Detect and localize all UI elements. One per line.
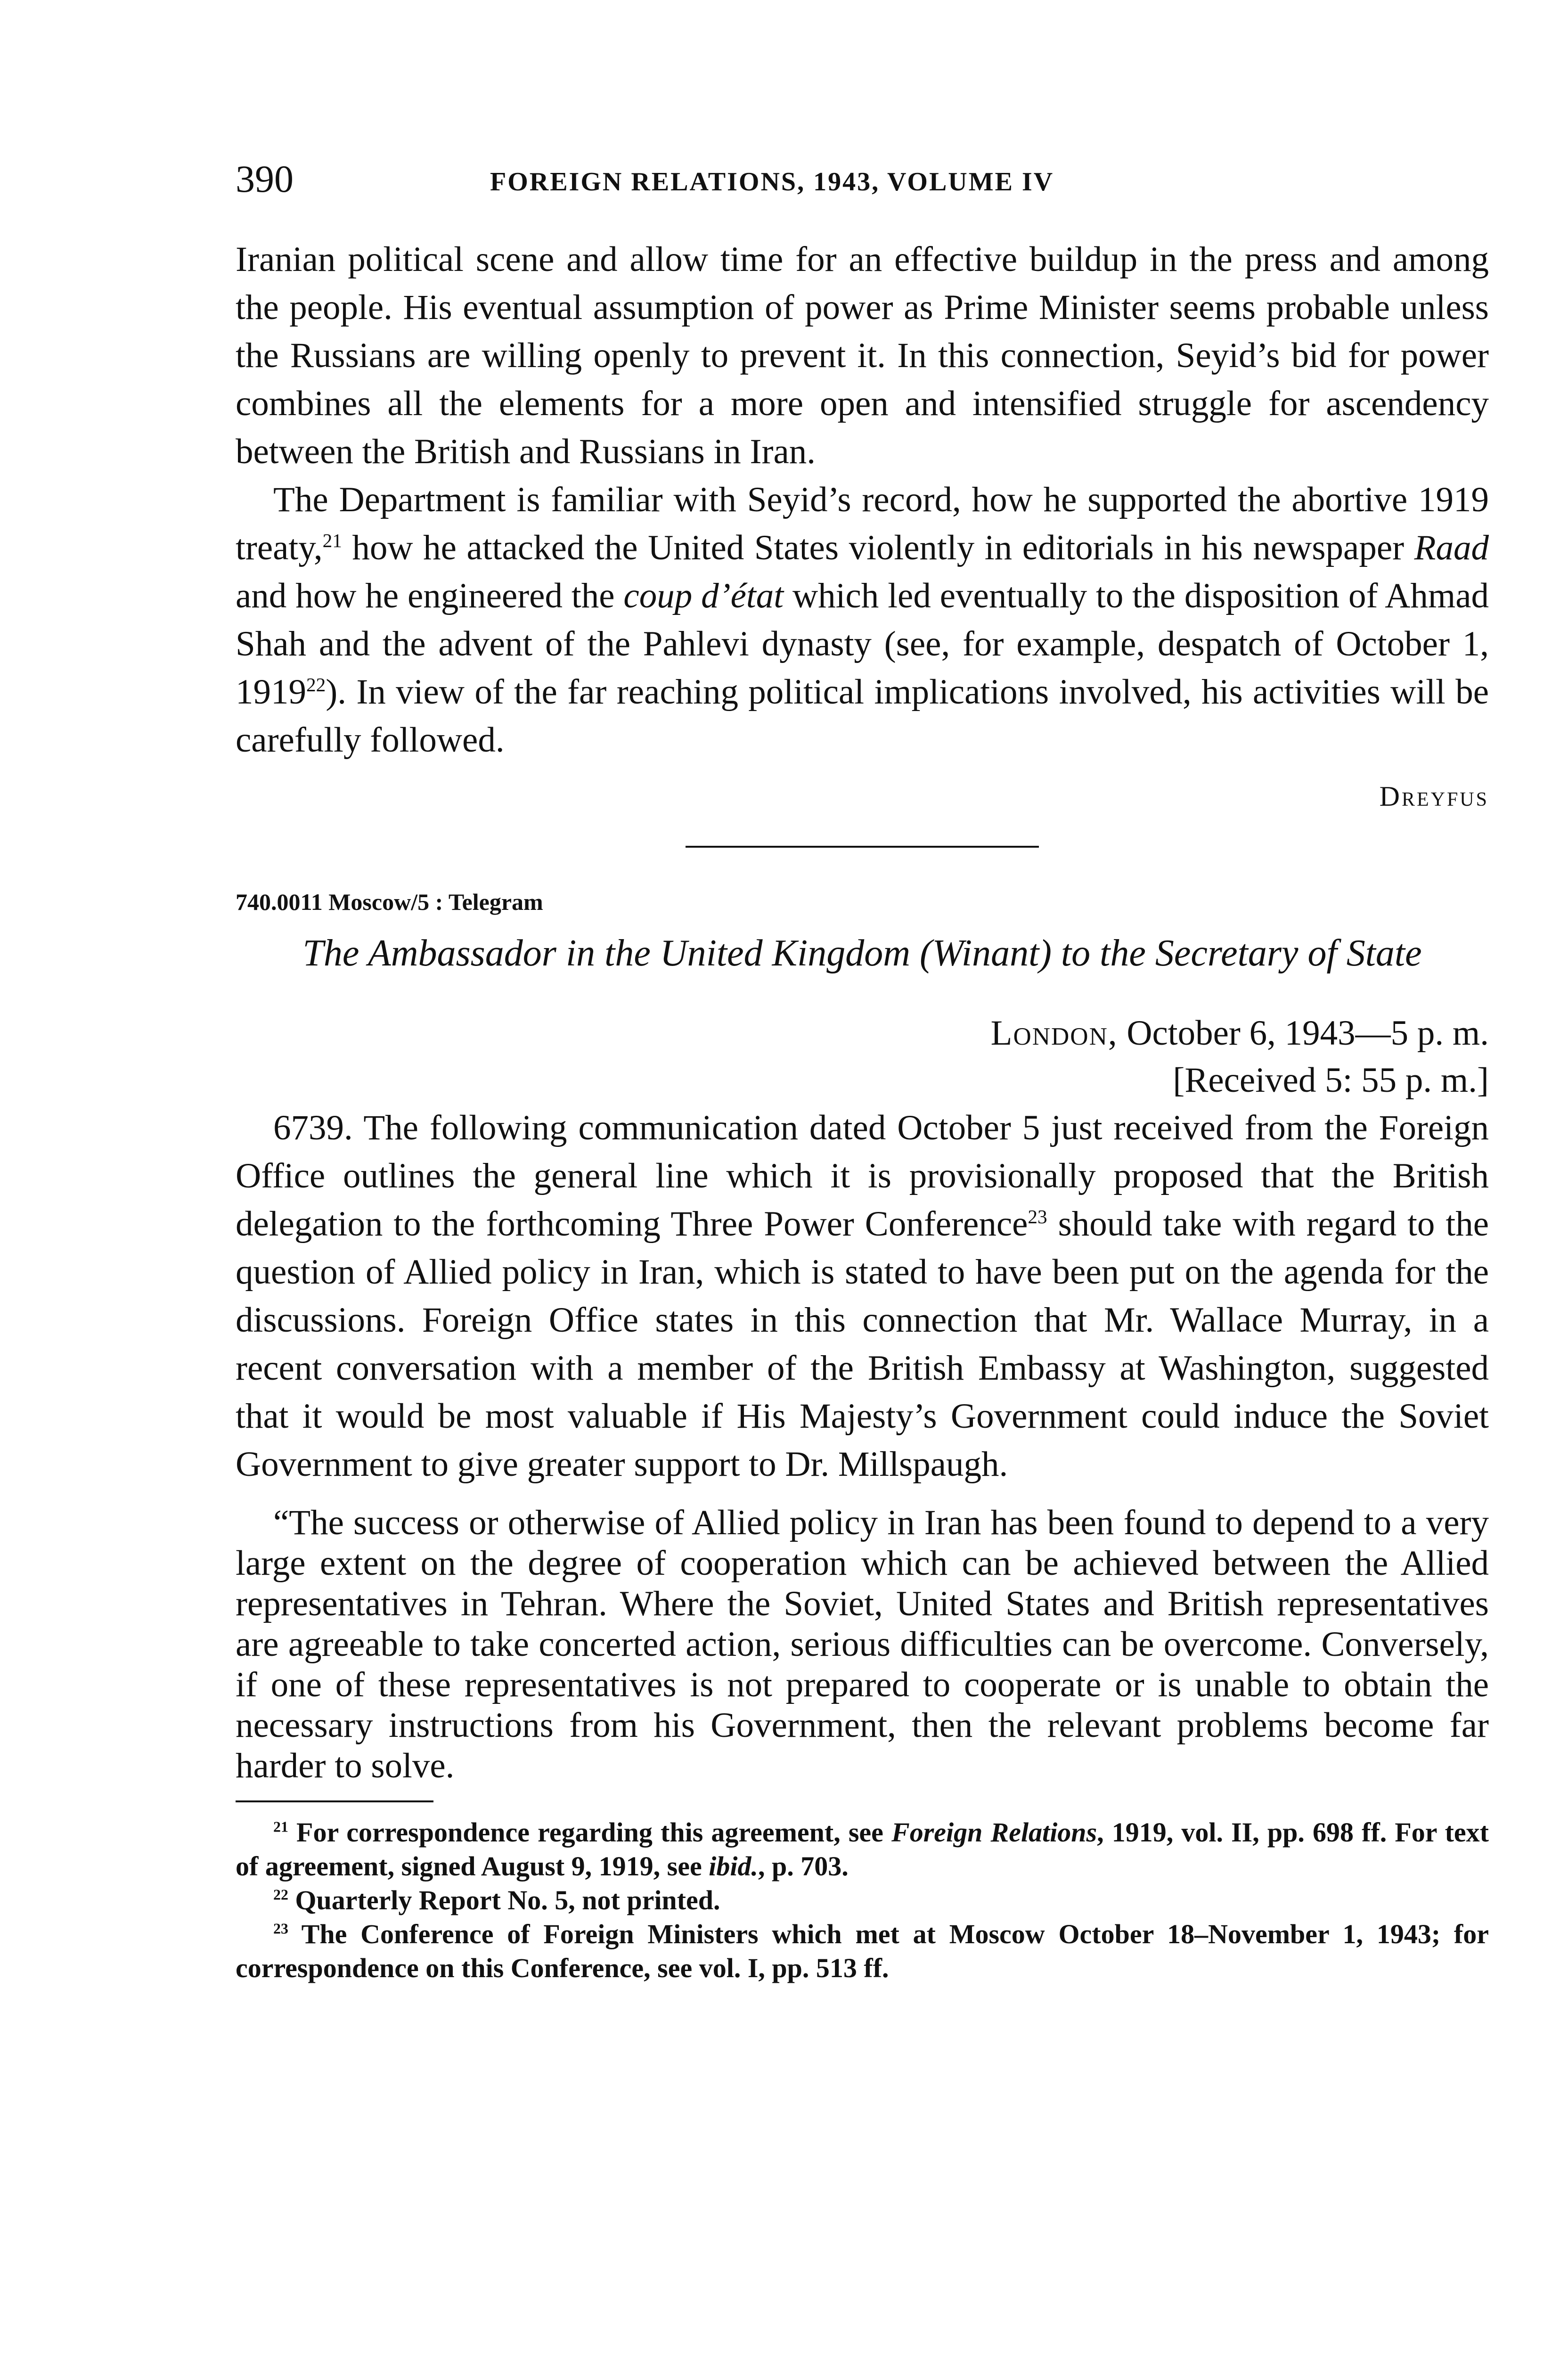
continued-paragraph-2 bbox=[236, 476, 1489, 764]
footnote-number: 23 bbox=[273, 1920, 288, 1937]
dateline-date: October 6, 1943—5 p. m. bbox=[1118, 1014, 1489, 1053]
newspaper-name: Raad bbox=[1414, 528, 1489, 567]
text-span: which led eventually to the disposition of Ahmad Shah and the advent of the Pahlevi dynasty (see, for example, despatch of October 1, 1919 bbox=[236, 576, 1489, 712]
footnote-21 bbox=[236, 1816, 1489, 1883]
ibid-ref: ibid. bbox=[709, 1851, 758, 1882]
document-page bbox=[236, 155, 1489, 1985]
text-span: Quarterly Report No. 5, not printed. bbox=[288, 1885, 720, 1915]
text-span: and how he engineered the bbox=[236, 576, 624, 615]
text-span: , 1919, vol. II, pp. 698 ff. For text of agreement, signed August 9, 1919, see bbox=[236, 1817, 1489, 1882]
text-span: should take with regard to the question of Allied policy in Iran, which is stated to have been put on the agenda for the discussions. Foreign Office states in this connection that Mr. Wallace Murray, in a recent conversation with a member of the British Embassy at Washington, suggested that it would be most valuable if His Majesty’s Government could induce the Soviet Government to give greater support to Dr. Millspaugh. bbox=[236, 1204, 1489, 1484]
running-title: FOREIGN RELATIONS, 1943, VOLUME IV bbox=[490, 167, 1054, 196]
signature: Dreyfus bbox=[1379, 781, 1489, 812]
footnote-22 bbox=[236, 1883, 1489, 1917]
footnote-number: 21 bbox=[273, 1818, 288, 1835]
telegram-paragraph-2: “The success or otherwise of Allied policy in Iran has been found to depend to a very large extent on the degree of cooperation which can be achieved between the Allied representatives in Tehran. Where the Soviet, United States and British representatives are agreeable to take concerted action, serious difficulties can be overcome. Conversely, if one of these representatives is not prepared to cooperate or is unable to obtain the necessary instructions from his Government, then the relevant problems become far harder to solve. bbox=[236, 1503, 1489, 1785]
footnote-ref-23[interactable]: 23 bbox=[1028, 1206, 1047, 1227]
footnote-23 bbox=[236, 1917, 1489, 1985]
dateline bbox=[236, 1010, 1489, 1057]
file-reference: 740.0011 Moscow/5 : Telegram bbox=[236, 889, 543, 915]
section-divider bbox=[686, 846, 1039, 848]
text-span: 6739. The following communication dated October 5 just received from the Foreign Office outlines the general line which it is provisionally proposed that the British delegation to the forthcoming Three Power Conference bbox=[236, 1108, 1489, 1243]
text-span: ). In view of the far reaching political implications involved, his activities will be carefully followed. bbox=[236, 672, 1489, 760]
footnote-ref-21[interactable]: 21 bbox=[322, 530, 342, 551]
coup-detat-term: coup d’état bbox=[623, 576, 784, 615]
continued-paragraph-1: Iranian political scene and allow time for an effective buildup in the press and among the people. His eventual assumption of power as Prime Minister seems probable unless the Russians are willing openly to prevent it. In this connection, Seyid’s bid for power combines all the elements for a more open and intensified struggle for ascendency between the British and Russians in Iran. bbox=[236, 240, 1489, 471]
document-title: The Ambassador in the United Kingdom (Winant) to the Secretary of State bbox=[302, 933, 1422, 974]
publication-title: Foreign Relations bbox=[891, 1817, 1097, 1848]
text-span: The Department is familiar with Seyid’s record, how he supported the abortive 1919 treaty, bbox=[236, 480, 1489, 567]
page-number: 390 bbox=[236, 157, 294, 200]
text-span: how he attacked the United States violently in editorials in his newspaper bbox=[342, 528, 1414, 567]
text-span: For correspondence regarding this agreement, see bbox=[288, 1817, 892, 1848]
telegram-paragraph-1 bbox=[236, 1104, 1489, 1489]
text-span: The Conference of Foreign Ministers which met at Moscow October 18–November 1, 1943; for correspondence on this Conference, see vol. I, pp. 513 ff. bbox=[236, 1919, 1489, 1983]
footnote-divider bbox=[236, 1800, 433, 1802]
footnote-ref-22[interactable]: 22 bbox=[306, 674, 326, 695]
dateline-place: London, bbox=[990, 1014, 1118, 1053]
running-header bbox=[236, 155, 1489, 203]
text-span: , p. 703. bbox=[758, 1851, 849, 1882]
received-time: [Received 5: 55 p. m.] bbox=[1173, 1061, 1489, 1100]
footnote-number: 22 bbox=[273, 1886, 288, 1903]
